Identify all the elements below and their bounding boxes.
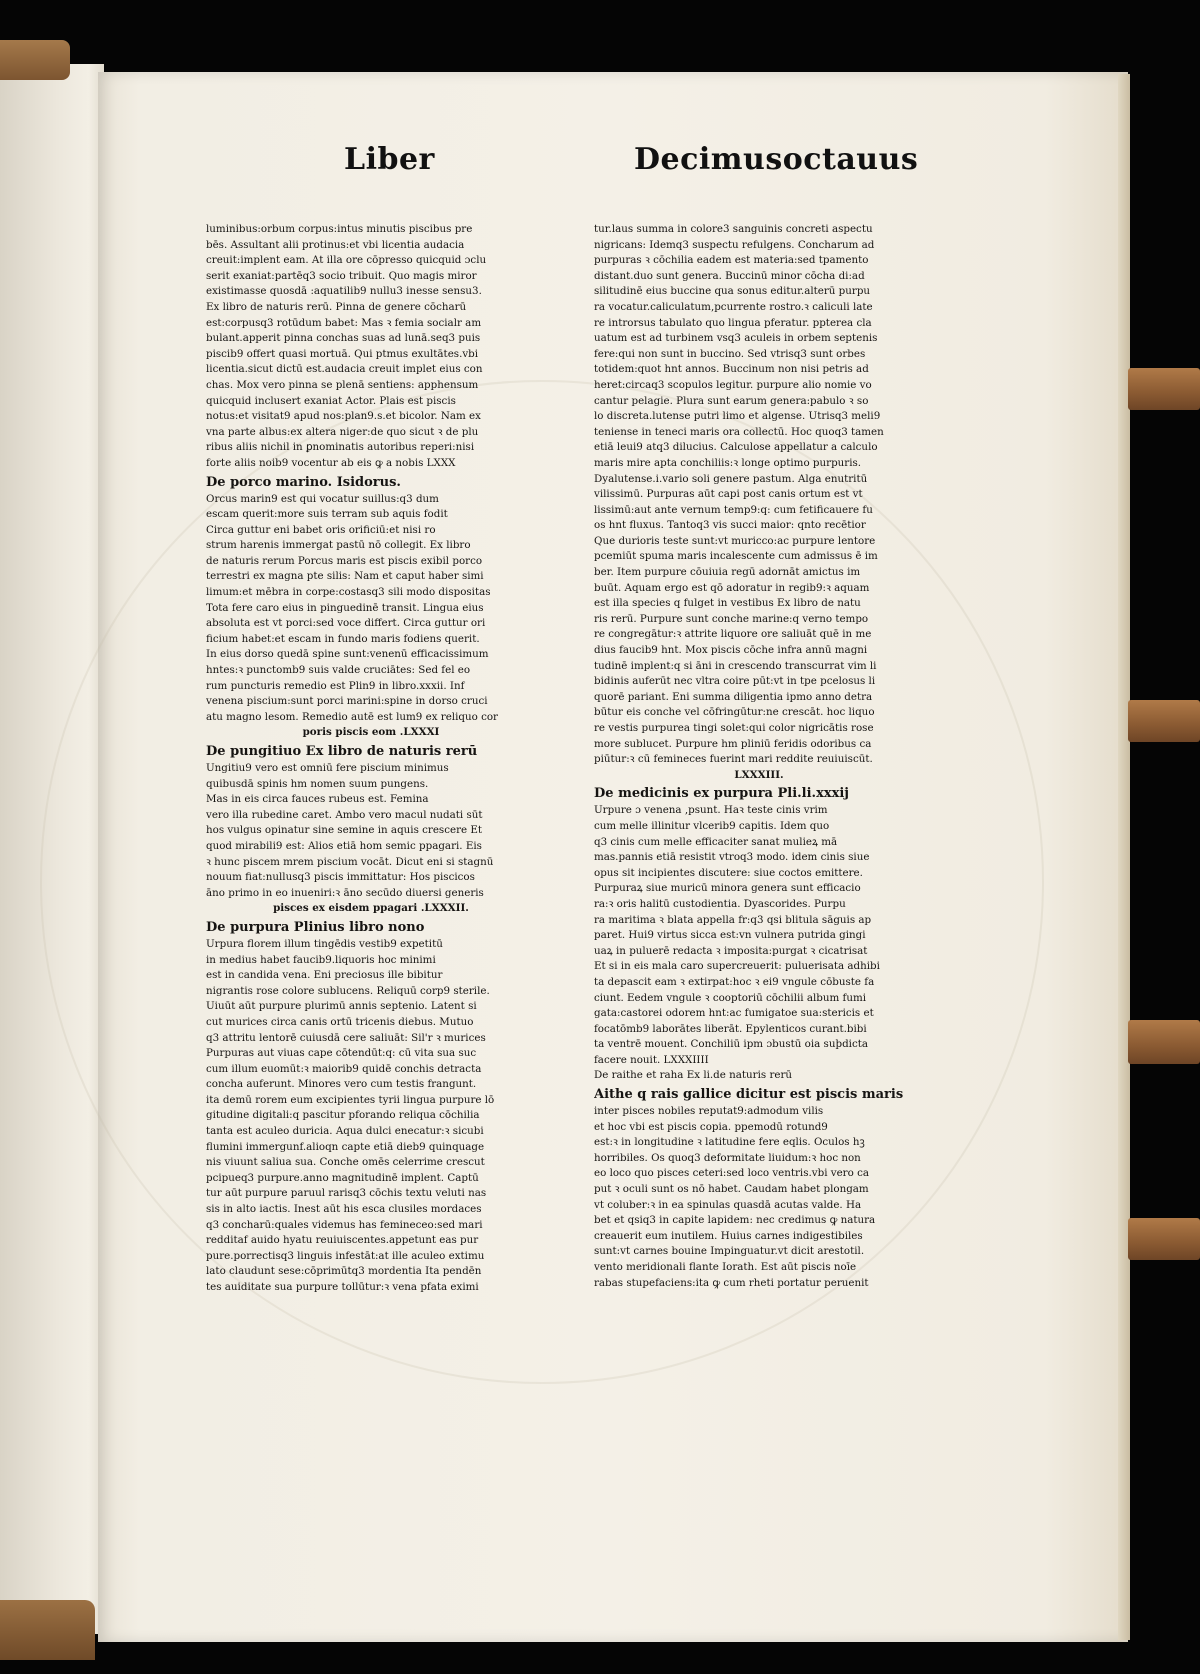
text-line: vna parte albus:ex altera niger:de quo sicut ꝛ de plu: [206, 425, 479, 438]
text-line: Que durioris teste sunt:vt muricco:ac purpure lentore: [594, 534, 876, 547]
text-line: redditaf auido hyatu reuiuiscentes.appetunt eas pur: [206, 1234, 479, 1247]
text-line: serit exaniat:partēq3 socio tribuit. Quo magis miror: [206, 269, 477, 282]
text-line: nouum fiat:nullusq3 piscis immittatur: Hos piscicos: [206, 871, 475, 884]
text-line: poris piscis eom .LXXXI: [302, 726, 440, 739]
text-line: terrestri ex magna pte silis: Nam et caput haber simi: [206, 570, 484, 583]
text-line: LXXXIII.: [734, 768, 784, 781]
text-line: forte aliis noib9 vocentur ab eis ꝙ a nobis LXXX: [206, 456, 456, 469]
text-line: concha auferunt. Minores vero cum testis frangunt.: [206, 1078, 477, 1091]
text-line: atu magno lesom. Remedio autē est lum9 ex reliquo cor: [206, 710, 498, 723]
text-line: tur aūt purpure paruul rarisq3 cōchis textu veluti nas: [206, 1187, 487, 1200]
text-line: cantur pelagie. Plura sunt earum genera:pabulo ꝛ so: [594, 394, 869, 407]
text-line: creuit:implent eam. At illa ore cōpresso quicquid ɔclu: [206, 254, 487, 267]
text-line: quorē pariant. Eni summa diligentia ipmo anno detra: [594, 690, 873, 703]
text-line: De raithe et raha Ex li.de naturis rerū: [594, 1069, 793, 1082]
text-line: bēs. Assultant alii protinus:et vbi licentia audacia: [206, 238, 465, 251]
text-line: Orcus marin9 est qui vocatur suillus:q3 dum: [206, 492, 439, 505]
text-line: piscib9 offert quasi mortuā. Qui ptmus exultātes.vbi: [206, 347, 479, 360]
text-line: gitudine digitali:q pascitur pforando reliqua cōchilia: [206, 1109, 480, 1122]
text-line: inter pisces nobiles reputat9:admodum vilis: [594, 1105, 824, 1118]
text-line: venena piscium:sunt porci marini:spine in dorso cruci: [206, 695, 488, 708]
text-column-right: [594, 222, 924, 1291]
text-line: est:ꝛ in longitudine ꝛ latitudine fere eqlis. Oculos hꝫ: [594, 1136, 865, 1149]
text-line: ra vocatur.caliculatum,pcurrente rostro.ꝛ caliculi late: [594, 300, 873, 313]
text-line: sunt:vt carnes bouine Impinguatur.vt dicit arestotil.: [594, 1245, 865, 1258]
text-line: Purpuraꝝ siue muricū minora genera sunt efficacio: [594, 882, 861, 895]
text-line: luminibus:orbum corpus:intus minutis piscibus pre: [206, 223, 473, 235]
text-line: notus:et visitat9 apud nos:plan9.s.et bicolor. Nam ex: [206, 410, 481, 423]
text-line: nigrantis rose colore sublucens. Reliquū corp9 sterile.: [206, 984, 490, 997]
text-line: os hnt fluxus. Tantoq3 vis succi maior: qnto recētior: [594, 519, 866, 532]
text-line: āno primo in eo inueniri:ꝛ āno secūdo diuersi generis: [206, 886, 484, 899]
text-line: opus sit incipientes discutere: siue coctos emittere.: [594, 866, 863, 879]
text-line: heret:circaq3 scopulos legitur. purpure alio nomie vo: [594, 378, 872, 391]
section-heading: De purpura Plinius libro nono: [206, 919, 425, 935]
text-line: rabas stupefaciens:ita ꝙ cum rheti portatur peruenit: [594, 1276, 869, 1289]
text-line: tanta est aculeo duricia. Aqua dulci enecatur:ꝛ sicubi: [206, 1125, 484, 1138]
text-line: focatōmb9 laborātes liberāt. Epylenticos curant.bibi: [594, 1022, 867, 1035]
text-line: tes auiditate sua purpure tollūtur:ꝛ vena pfata eximi: [206, 1281, 479, 1293]
text-line: ris rerū. Purpure sunt conche marine:q verno tempo: [594, 612, 869, 625]
binding-clasp-top-left: [0, 40, 70, 80]
text-line: ita demū rorem eum excipientes tyrii lingua purpure lō: [206, 1093, 495, 1106]
binding-corner-bottom-left: [0, 1600, 95, 1660]
text-line: ta depascit eam ꝛ extirpat:hoc ꝛ ei9 vngule cōbuste fa: [594, 975, 875, 988]
text-line: more sublucet. Purpure hm pliniū feridis odoribus ca: [594, 737, 872, 750]
text-line: hos vulgus opinatur sine semine in aquis crescere Et: [206, 824, 483, 837]
text-line: distant.duo sunt genera. Buccinū minor cōcha di:ad: [594, 269, 865, 282]
text-line: tudinē implent:q si āni in crescendo transcurrat vim li: [594, 659, 877, 672]
text-line: Purpuras aut viuas cape cōtendūt:q: cū vita sua suc: [206, 1047, 477, 1060]
text-line: totidem:quot hnt annos. Buccinum non nisi petris ad: [594, 363, 869, 376]
section-heading: De medicinis ex purpura Pli.li.xxxij: [594, 786, 849, 802]
text-line: uaꝝ in puluerē redacta ꝛ imposita:purgat ꝛ cicatrisat: [594, 944, 868, 957]
text-line: chas. Mox vero pinna se plenā sentiens: apphensum: [206, 378, 479, 391]
text-line: re introrsus tabulato quo lingua pferatur. ppterea cla: [594, 316, 872, 329]
page-fore-edge: [1118, 74, 1130, 1640]
text-line: ribus aliis nichil in ꝑnominatis autoribus reperi:nisi: [206, 441, 475, 454]
text-line: ra:ꝛ oris halitū custodientia. Dyascorides. Purpu: [594, 897, 846, 910]
text-line: est illa species q fulget in vestibus Ex libro de natu: [594, 597, 861, 610]
text-line: In eius dorso quedā spine sunt:venenū efficacissimum: [206, 648, 489, 661]
text-line: Ungitiu9 vero est omniū fere piscium minimus: [206, 762, 449, 774]
text-line: eo loco quo pisces ceteri:sed loco ventris.vbi vero ca: [594, 1167, 869, 1180]
text-line: pisces ex eisdem ppagari .LXXXII.: [273, 902, 469, 915]
text-line: lo discreta.lutense putri limo et algense. Utrisq3 meli9: [594, 410, 881, 423]
text-line: sis in alto iactis. Inest aūt his esca clusiles mordaces: [206, 1203, 482, 1216]
text-line: bidinis auferūt nec vltra coire pūt:vt in tpe pcelosus li: [594, 675, 876, 688]
text-line: etiā leui9 atq3 dilucius. Calculose appellatur a calculo: [594, 441, 878, 454]
leather-tab-4: [1128, 1218, 1200, 1260]
text-line: strum harenis immergat pastū nō collegit. Ex libro: [206, 539, 471, 552]
text-line: Dyalutense.i.vario soli genere pastum. Alga enutritū: [594, 472, 868, 485]
leather-tab-2: [1128, 700, 1200, 742]
text-line: flumini immergunf.alioqn capte etiā dieb9 quinquage: [206, 1140, 485, 1153]
leather-tab-1: [1128, 368, 1200, 410]
text-line: ciunt. Eedem vngule ꝛ cooptoriū cōchilii album fumi: [594, 991, 867, 1004]
text-line: nis viuunt saliua sua. Conche omēs celerrime crescut: [206, 1156, 485, 1169]
text-line: quibusdā spinis hm nomen suum pungens.: [206, 777, 429, 790]
text-line: pcemiūt spuma maris incalescente cum admissus ē im: [594, 550, 878, 563]
text-line: piūtur:ꝛ cū femineces fuerint mari reddite reuiuiscūt.: [594, 753, 873, 766]
text-line: q3 concharū:quales videmus has femineceo:sed mari: [206, 1218, 483, 1231]
text-line: pcipueq3 purpure.anno magnitudinē implent. Captū: [206, 1171, 479, 1184]
text-line: put ꝛ oculi sunt os nō habet. Caudam habet plongam: [594, 1183, 869, 1196]
text-line: ta ventrē mouent. Conchiliū ipm ɔbustū oia suþdicta: [594, 1038, 868, 1051]
section-heading: De porco marino. Isidorus.: [206, 474, 401, 490]
text-line: lissimū:aut ante vernum temp9:q: cum fetificauere fu: [594, 503, 873, 516]
text-line: pure.porrectisq3 linguis infestāt:at ille aculeo extimu: [206, 1249, 485, 1262]
text-line: mas.pannis etiā resistit vtroq3 modo. idem cinis siue: [594, 851, 870, 864]
text-line: est in candida vena. Eni preciosus ille bibitur: [206, 969, 443, 982]
running-head-left: Liber: [344, 142, 435, 177]
text-line: hntes:ꝛ punctomb9 suis valde cruciātes: Sed fel eo: [206, 664, 471, 677]
text-line: buūt. Aquam ergo est qō adoratur in regib9:ꝛ aquam: [594, 581, 870, 594]
text-line: nigricans: Idemq3 suspectu refulgens. Concharum ad: [594, 238, 875, 251]
text-line: paret. Hui9 virtus sicca est:vn vulnera putrida gingi: [594, 929, 866, 942]
text-line: quicquid inclusert exaniat Actor. Plais est piscis: [206, 394, 456, 407]
text-line: re vestis purpurea tingi solet:qui color nigricātis rose: [594, 722, 874, 734]
text-line: tur.laus summa in colore3 sanguinis concreti aspectu: [594, 223, 873, 235]
text-line: Tota fere caro eius in pinguedinē transit. Lingua eius: [206, 601, 484, 614]
text-line: facere nouit. LXXXIIII: [594, 1053, 709, 1066]
text-line: lato claudunt sese:cōprimūtq3 mordentia Ita pendēn: [206, 1265, 482, 1278]
text-line: re congregātur:ꝛ attrite liquore ore saliuāt quē in me: [594, 628, 872, 641]
section-heading: De pungitiuo Ex libro de naturis rerū: [206, 744, 478, 759]
leather-tab-3: [1128, 1020, 1200, 1064]
text-line: Et si in eis mala caro supercreuerit: puluerisata adhibi: [594, 960, 880, 973]
text-line: absoluta est vt porci:sed voce differt. Circa guttur ori: [206, 617, 486, 630]
text-line: existimasse quosdā :aquatilib9 nullu3 inesse sensu3.: [206, 285, 482, 298]
text-line: gata:castorei odorem hnt:ac fumigatoe sua:stericis et: [594, 1007, 874, 1020]
text-line: cut murices circa canis ortū tricenis diebus. Mutuo: [206, 1015, 474, 1028]
text-line: fere:qui non sunt in buccino. Sed vtrisq3 sunt orbes: [594, 347, 866, 360]
text-line: maris mire apta conchiliis:ꝛ longe optimo purpuris.: [594, 456, 862, 469]
text-line: licentia.sicut dictū est.audacia creuit implet eius con: [206, 363, 483, 376]
text-line: est:corpusq3 rotūdum babet: Mas ꝛ femia socialr am: [206, 316, 482, 329]
text-line: ra maritima ꝛ blata appella fr:q3 qsi blitula sāguis ap: [594, 913, 872, 926]
text-line: būtur eis conche vel cōfringūtur:ne crescāt. hoc liquo: [594, 706, 875, 719]
running-head-right: Decimusoctauus: [634, 142, 919, 177]
text-line: bulant.apperit pinna conchas suas ad lunā.seq3 puis: [206, 332, 481, 345]
text-line: q3 attritu lentorē cuiusdā cere saliuāt: Sil'r ꝛ murices: [206, 1031, 486, 1044]
text-line: horribiles. Os quoq3 deformitate liuidum:ꝛ hoc non: [594, 1151, 861, 1164]
text-line: Circa guttur eni babet oris orificiū:et nisi ro: [206, 523, 436, 536]
text-line: q3 cinis cum melle efficaciter sanat mulieꝝ mā: [594, 835, 838, 848]
text-column-left: [206, 222, 536, 1296]
text-line: vero illa rubedine caret. Ambo vero macul nudati sūt: [206, 808, 483, 821]
text-line: ber. Item purpure cōuiuia regū adornāt amictus im: [594, 566, 861, 579]
text-line: rum puncturis remedio est Plin9 in libro.xxxii. Inf: [206, 679, 465, 692]
text-line: Ex libro de naturis rerū. Pinna de genere cōcharū: [206, 300, 467, 313]
text-line: silitudinē eius buccine qua sonus editur.alterū purpu: [594, 285, 871, 298]
text-line: Urpura florem illum tingēdis vestib9 expetitū: [206, 937, 443, 950]
text-line: vilissimū. Purpuras aūt capi post canis ortum est vt: [594, 488, 863, 501]
text-line: cum melle illinitur vlcerib9 capitis. Idem quo: [594, 819, 830, 832]
text-line: escam querit:more suis terram sub aquis fodit: [206, 508, 448, 521]
text-line: vt coluber:ꝛ in ea spinulas quasdā acutas valde. Ha: [594, 1198, 862, 1211]
text-line: in medius habet faucib9.liquoris hoc minimi: [206, 953, 436, 966]
text-line: quod mirabili9 est: Alios etiā hom semic ppagari. Eis: [206, 839, 482, 852]
text-line: et hoc vbi est piscis copia. ppemodū rotund9: [594, 1120, 828, 1133]
text-line: vento meridionali flante Iorath. Est aūt piscis noīe: [594, 1261, 857, 1273]
text-line: Urpure ɔ venena ,psunt. Haꝛ teste cinis vrim: [594, 804, 828, 817]
text-line: Uiuūt aūt purpure plurimū annis septenio. Latent si: [206, 1000, 477, 1013]
text-line: bet et qsiq3 in capite lapidem: nec credimus ꝙ natura: [594, 1214, 876, 1227]
text-line: uatum est ad turbinem vsq3 aculeis in orbem septenis: [594, 332, 878, 345]
text-line: ficium habet:et escam in fundo maris fodiens querit.: [206, 632, 480, 645]
text-line: limum:et mēbra in corpe:costasq3 sili modo dispositas: [206, 586, 491, 599]
text-line: ꝛ hunc piscem mrem piscium vocāt. Dicut eni si stagnū: [206, 855, 494, 868]
section-heading: Aithe q rais gallice dicitur est piscis maris: [594, 1087, 904, 1103]
text-line: Mas in eis circa fauces rubeus est. Femina: [206, 793, 429, 806]
text-line: de naturis rerum Porcus maris est piscis exibil porco: [206, 554, 483, 567]
text-line: cum illum euomūt:ꝛ maiorib9 quidē conchis detracta: [206, 1062, 482, 1075]
text-line: creauerit eum inutilem. Huius carnes indigestibiles: [594, 1229, 863, 1242]
text-line: dius faucib9 hnt. Mox piscis cōche infra annū magni: [594, 644, 868, 657]
text-line: purpuras ꝛ cōchilia eadem est materia:sed tpamento: [594, 254, 869, 267]
text-line: teniense in teneci maris ora collectū. Hoc quoq3 tamen: [594, 425, 884, 438]
